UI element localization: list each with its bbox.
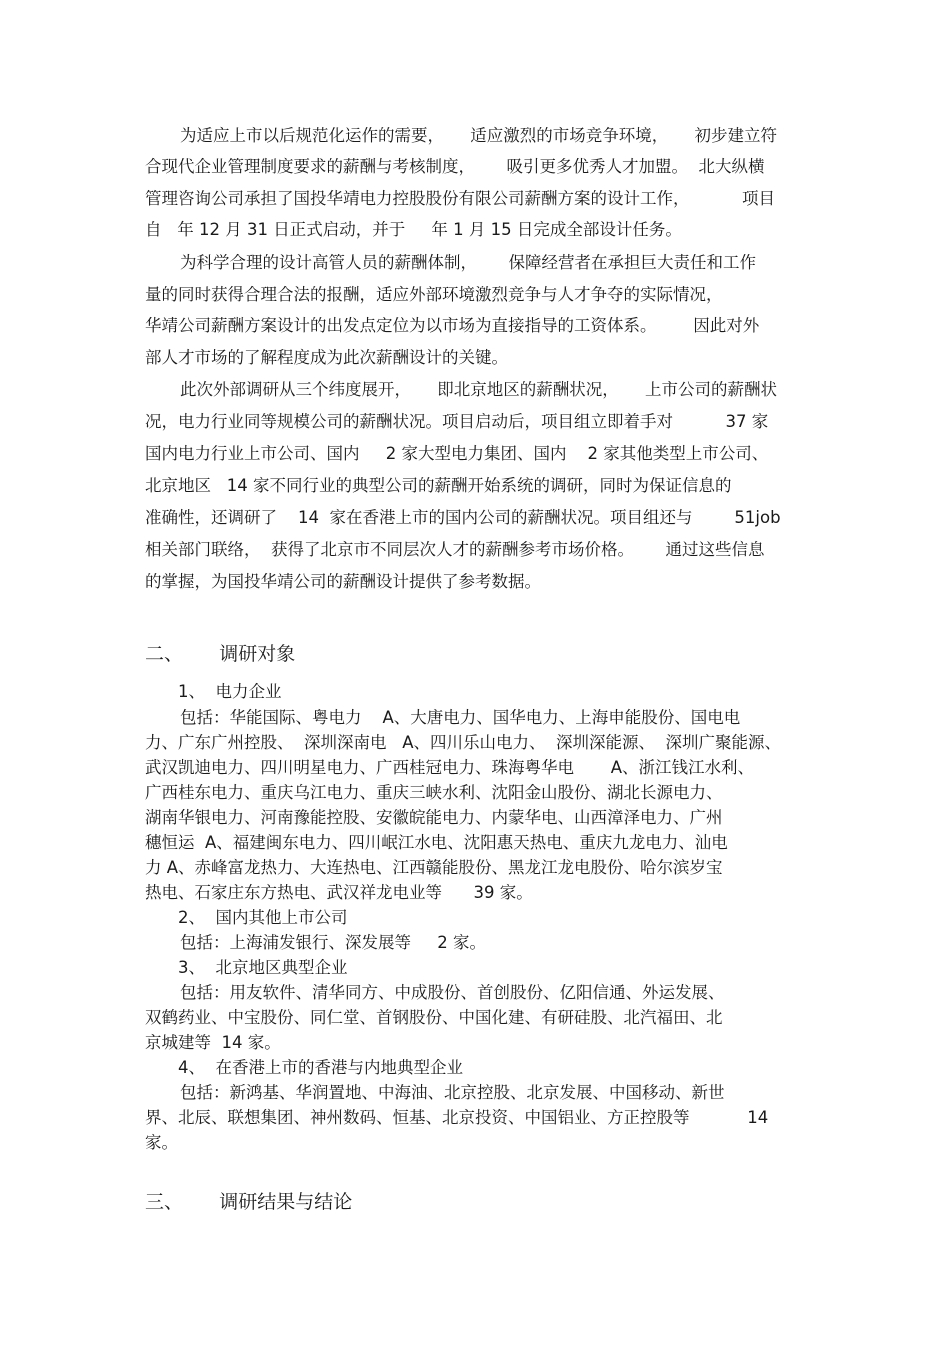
paragraph-2-line-3: 华靖公司薪酬方案设计的出发点定位为以市场为直接指导的工资体系。 因此对外 [145,316,760,335]
paragraph-2-line-2: 量的同时获得合理合法的报酬，适应外部环境激烈竞争与人才争夺的实际情况， [145,285,723,304]
item-1-body-line-6: 穗恒运 A、福建闽东电力、四川岷江水电、沈阳惠天热电、重庆九龙电力、汕电 [145,833,728,852]
paragraph-3-line-3: 国内电力行业上市公司、国内 2 家大型电力集团、国内 2 家其他类型上市公司、 [145,444,769,463]
item-3-body-line-3: 京城建等 14 家。 [145,1033,281,1052]
item-3-body-line-2: 双鹤药业、中宝股份、同仁堂、首钢股份、中国化建、有研硅股、北汽福田、北 [145,1008,723,1027]
paragraph-3-line-5: 准确性，还调研了 14 家在香港上市的国内公司的薪酬状况。项目组还与 51job [145,508,781,527]
item-4-body-line-3: 家。 [145,1133,178,1152]
paragraph-1-line-1: 为适应上市以后规范化运作的需要， 适应激烈的市场竞争环境， 初步建立符 [180,126,777,145]
paragraph-1-line-3: 管理咨询公司承担了国投华靖电力控股股份有限公司薪酬方案的设计工作， 项目 [145,189,775,208]
item-2-body-line-1: 包括：上海浦发银行、深发展等 2 家。 [180,933,486,952]
section-2-heading: 二、 调研对象 [145,643,296,665]
item-1-body-line-1: 包括：华能国际、粤电力 A、大唐电力、国华电力、上海申能股份、国电电 [180,708,741,727]
paragraph-3-line-7: 的掌握，为国投华靖公司的薪酬设计提供了参考数据。 [145,572,541,591]
item-1-title: 1、 电力企业 [178,682,282,701]
paragraph-2-line-1: 为科学合理的设计高管人员的薪酬体制， 保障经营者在承担巨大责任和工作 [180,253,756,272]
item-3-body-line-1: 包括：用友软件、清华同方、中成股份、首创股份、亿阳信通、外运发展、 [180,983,725,1002]
paragraph-1-line-4: 自 年 12 月 31 日正式启动，并于 年 1 月 15 日完成全部设计任务。 [145,220,682,239]
section-3-heading: 三、 调研结果与结论 [145,1191,353,1213]
item-1-body-line-4: 广西桂东电力、重庆乌江电力、重庆三峡水利、沈阳金山股份、湖北长源电力、 [145,783,723,802]
paragraph-3-line-4: 北京地区 14 家不同行业的典型公司的薪酬开始系统的调研，同时为保证信息的 [145,476,732,495]
item-1-body-line-5: 湖南华银电力、河南豫能控股、安徽皖能电力、内蒙华电、山西漳泽电力、广州 [145,808,723,827]
item-1-body-line-8: 热电、石家庄东方热电、武汉祥龙电业等 39 家。 [145,883,533,902]
paragraph-1-line-2: 合现代企业管理制度要求的薪酬与考核制度， 吸引更多优秀人才加盟。 北大纵横 [145,157,765,176]
paragraph-3-line-2: 况，电力行业同等规模公司的薪酬状况。项目启动后，项目组立即着手对 37 家 [145,412,769,431]
item-1-body-line-2: 力、广东广州控股、 深圳深南电 A、四川乐山电力、 深圳深能源、 深圳广聚能源、 [145,733,781,752]
item-4-title: 4、 在香港上市的香港与内地典型企业 [178,1058,463,1077]
paragraph-2-line-4: 部人才市场的了解程度成为此次薪酬设计的关键。 [145,348,508,367]
item-3-title: 3、 北京地区典型企业 [178,958,348,977]
item-2-title: 2、 国内其他上市公司 [178,908,348,927]
item-4-body-line-1: 包括：新鸿基、华润置地、中海油、北京控股、北京发展、中国移动、新世 [180,1083,725,1102]
item-4-body-line-2: 界、北辰、联想集团、神州数码、恒基、北京投资、中国铝业、方正控股等 14 [145,1108,769,1127]
paragraph-3-line-6: 相关部门联络， 获得了北京市不同层次人才的薪酬参考市场价格。 通过这些信息 [145,540,765,559]
item-1-body-line-3: 武汉凯迪电力、四川明星电力、广西桂冠电力、珠海粤华电 A、浙江钱江水利、 [145,758,755,777]
item-1-body-line-7: 力 A、赤峰富龙热力、大连热电、江西赣能股份、黑龙江龙电股份、哈尔滨岁宝 [145,858,723,877]
paragraph-3-line-1: 此次外部调研从三个纬度展开， 即北京地区的薪酬状况， 上市公司的薪酬状 [180,380,777,399]
